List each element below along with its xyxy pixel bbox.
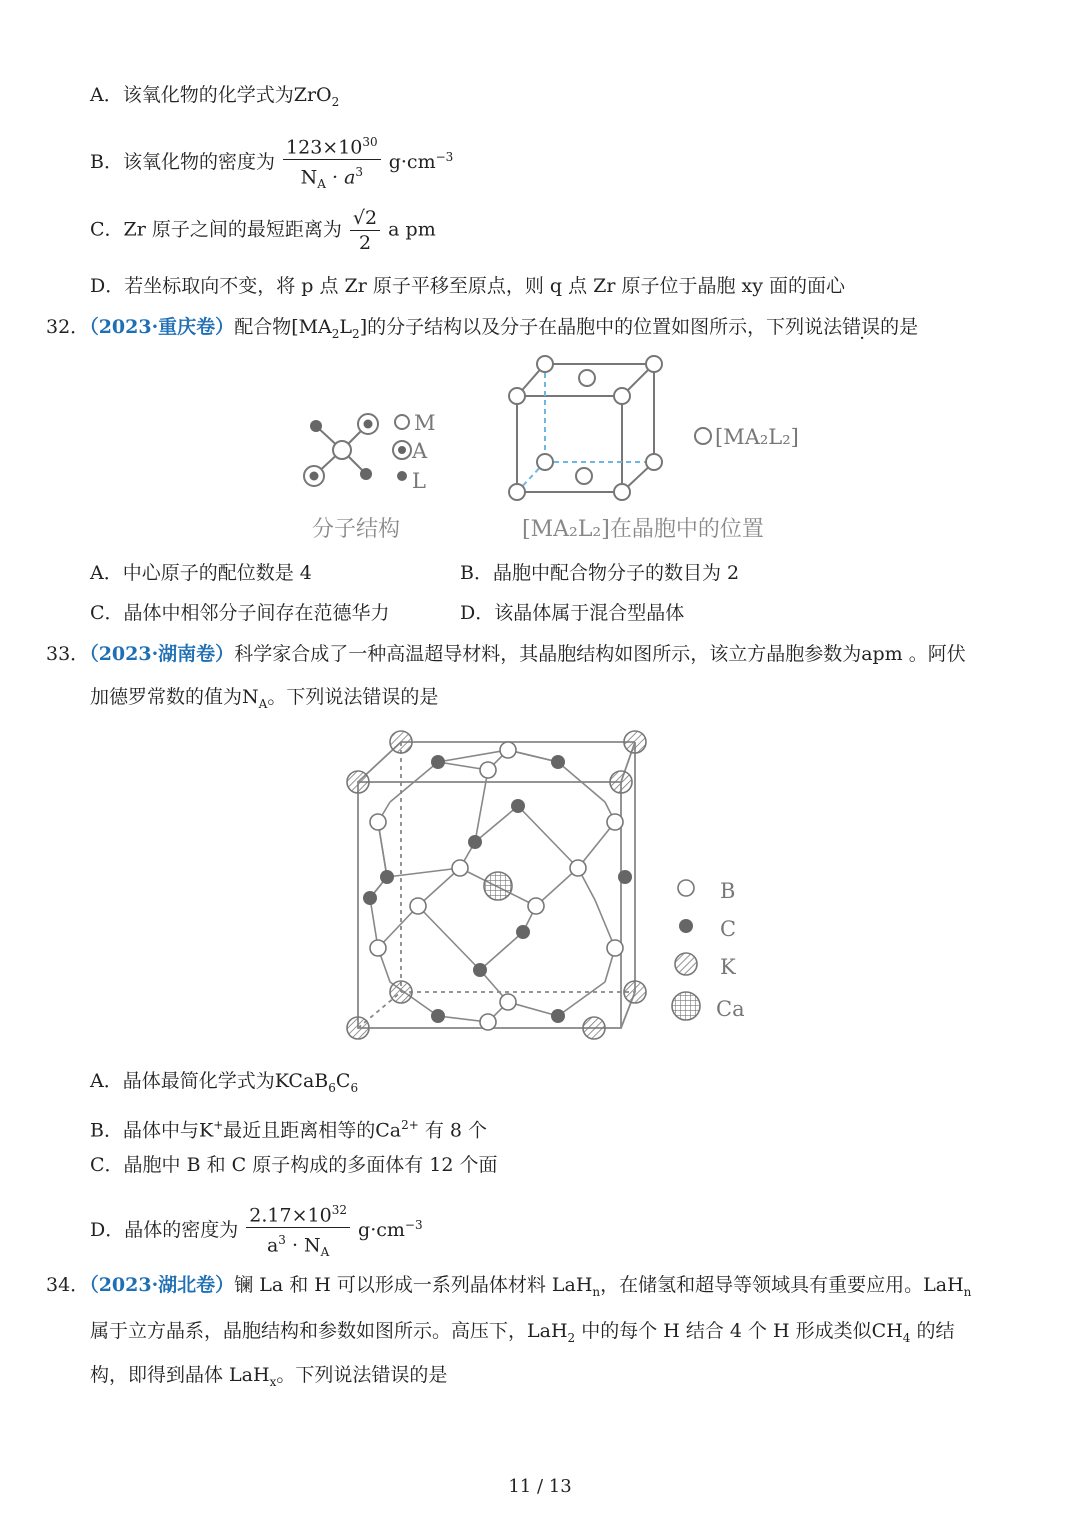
c-atom [380, 870, 394, 884]
legend-c-marker [679, 919, 693, 933]
q31-option-d: D．若坐标取向不变，将 p 点 Zr 原子平移至原点，则 q 点 Zr 原子位于晶胞 xy 面的面心 [90, 275, 845, 297]
legend-m-marker [395, 415, 409, 429]
legend-molecule-label: [MA₂L₂] [715, 425, 799, 449]
b-atom [500, 994, 516, 1010]
q31-option-b: B．该氧化物的密度为 $\frac{123\times 10^{30}}{N_A \cdot a^3}$ $g\cdot cm^{-3}$ [90, 130, 453, 196]
corner-molecule [614, 388, 630, 404]
ligand-l-atom [310, 420, 322, 432]
corner-molecule [646, 356, 662, 372]
k-atom [624, 981, 646, 1003]
k-atom [347, 1017, 369, 1039]
legend-b-label: B [720, 879, 736, 903]
k-atom [347, 771, 369, 793]
c-atom [473, 963, 487, 977]
q33-option-b: B．晶体中与K+最近且距离相等的$Ca^{2+}$ 有 8 个 [90, 1118, 488, 1142]
b-atom [370, 814, 386, 830]
density-fraction: $\frac{123\times 10^{30}}{N_A \cdot a^3}$ [283, 130, 381, 196]
b-atom [607, 814, 623, 830]
q33-stem-line2: 加德罗常数的值为$N_A$。下列说法错误的是 [90, 686, 439, 711]
q33-option-a: A．晶体最简化学式为$KCaB_6C_6$ [90, 1070, 359, 1095]
q34-stem-line3: 构，即得到晶体 LaH$_x$。下列说法错误的是 [90, 1364, 448, 1389]
k-atom [583, 1017, 605, 1039]
q32-stem: 32．（2023·重庆卷）配合物$[MA_2L_2]$的分子结构以及分子在晶胞中的位置如图所示，下列说法错误的是 [46, 316, 919, 341]
ca-atom [484, 872, 512, 900]
b-atom [528, 898, 544, 914]
b-atom [410, 898, 426, 914]
page-number: 11 / 13 [508, 1476, 572, 1497]
q34-stem-line2: 属于立方晶系，晶胞结构和参数如图所示。高压下，LaH$_2$ 中的每个 H 结合 4 个 H 形成类似$CH_4$ 的结 [90, 1320, 955, 1345]
legend-k-marker [675, 953, 697, 975]
legend-ca-marker [672, 992, 700, 1020]
c-atom [363, 891, 377, 905]
legend-c-label: C [720, 917, 737, 941]
ligand-l-atom [360, 468, 372, 480]
q33-crystal-figure [330, 720, 770, 1050]
corner-molecule [537, 356, 553, 372]
b-atom [370, 940, 386, 956]
legend-a-label: A [412, 439, 428, 463]
k-atom [390, 731, 412, 753]
legend-m-label: M [414, 411, 436, 435]
q32-option-d: D．该晶体属于混合型晶体 [460, 602, 685, 624]
face-molecule [579, 370, 595, 386]
q33-option-c: C．晶胞中 B 和 C 原子构成的多面体有 12 个面 [90, 1154, 498, 1176]
c-atom [551, 755, 565, 769]
legend-ca-label: Ca [716, 997, 745, 1021]
legend-k-label: K [720, 955, 736, 979]
legend-l-marker [397, 471, 407, 481]
metal-m-atom [333, 441, 351, 459]
c-atom [516, 925, 530, 939]
q34-stem-line1: 34．（2023·湖北卷）镧 La 和 H 可以形成一系列晶体材料 LaH$_n$，在储氢和超导等领域具有重要应用。LaH$_n$ [46, 1274, 972, 1299]
q32-option-a: A．中心原子的配位数是 4 [90, 562, 312, 584]
b-atom [570, 860, 586, 876]
b-atom [480, 1014, 496, 1030]
b-atom [480, 762, 496, 778]
c-atom [551, 1009, 565, 1023]
b-atom [500, 742, 516, 758]
legend-molecule-marker [695, 428, 711, 444]
crystal-density-fraction: $\frac{2.17\times 10^{32}}{a^3 \cdot N_A}$ [246, 1198, 350, 1264]
c-atom [468, 835, 482, 849]
b-atom [452, 860, 468, 876]
caption-cell-position: [MA₂L₂]在晶胞中的位置 [522, 517, 764, 542]
legend-b-marker [678, 880, 694, 896]
q32-option-b: B．晶胞中配合物分子的数目为 2 [460, 562, 740, 584]
corner-molecule [614, 484, 630, 500]
q33-stem-line1: 33．（2023·湖南卷）科学家合成了一种高温超导材料，其晶胞结构如图所示，该立方晶胞参数为apm 。阿伏 [46, 643, 966, 665]
face-molecule [576, 468, 592, 484]
c-atom [618, 870, 632, 884]
q32-figure [290, 350, 810, 550]
q31-option-c: C．Zr 原子之间的最短距离为 $\frac{√2}{2}$ a pm [90, 207, 436, 254]
corner-molecule [646, 454, 662, 470]
q33-option-d: D．晶体的密度为 $\frac{2.17\times 10^{32}}{a^3 \cdot N_A}$ $g\cdot cm^{-3}$ [90, 1198, 423, 1264]
c-atom [431, 1009, 445, 1023]
legend-l-label: L [412, 469, 426, 493]
corner-molecule [537, 454, 553, 470]
b-atom [607, 940, 623, 956]
k-atom [390, 981, 412, 1003]
caption-molecule-structure: 分子结构 [312, 517, 401, 542]
c-atom [431, 755, 445, 769]
corner-molecule [509, 388, 525, 404]
corner-molecule [509, 484, 525, 500]
distance-fraction: $\frac{√2}{2}$ [350, 206, 380, 255]
k-atom [624, 731, 646, 753]
q32-option-c: C．晶体中相邻分子间存在范德华力 [90, 602, 390, 624]
c-atom [511, 799, 525, 813]
q31-option-a: A．该氧化物的化学式为ZrO$_2$ [90, 84, 340, 109]
k-atom [610, 771, 632, 793]
